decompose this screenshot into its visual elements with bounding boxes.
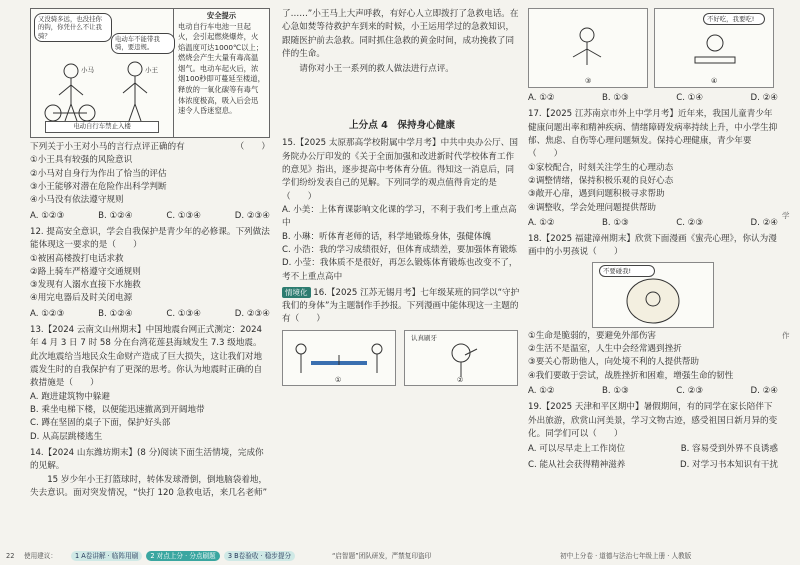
q18-option-c[interactable]: C. ②③	[676, 386, 704, 396]
q16-option-d[interactable]: D. ②④	[750, 93, 778, 103]
q17-item: ④调整收，学会处理问题提供帮助	[528, 202, 657, 213]
q16-picture-1	[282, 330, 396, 386]
q16-option-c[interactable]: C. ①④	[676, 93, 704, 103]
q17-option-a[interactable]: A. ①②	[528, 217, 555, 228]
q12-option-a[interactable]: A. ①②③	[30, 308, 65, 319]
q12-item: ①被困高楼拨打电话求救	[30, 253, 124, 264]
question-17	[528, 108, 778, 230]
q17-option-b[interactable]: B. ①③	[602, 217, 629, 228]
q18-item: ②生活不是温室，人生中会经常遇到挫折	[528, 344, 682, 355]
q19-option-c[interactable]: C. 能从社会获得精神滋养	[528, 459, 626, 470]
q13-option-d[interactable]: D. 从高层跳楼逃生	[30, 431, 103, 442]
q11-option-c[interactable]: C. ①③④	[166, 210, 201, 221]
speech-bubble-right: 电动车不能带我骑，要违规。	[111, 33, 175, 54]
q16-picture-3	[528, 8, 648, 88]
right-column	[528, 8, 778, 472]
q14-text: 15 岁少年小王打篮球时，转体发球滑倒，倒地脑袋着地，失去意识。面对突发情况，“快打 120 急救电话，来几名老师”	[30, 474, 268, 498]
q11-item: ④小马没有依法遵守规则	[30, 195, 124, 206]
question-11	[30, 141, 270, 223]
q13-paren: （ ）	[64, 378, 99, 389]
copyright-note: “启智题”团队研发，严禁复印盗印	[332, 552, 432, 560]
q11-option-d[interactable]: D. ②③④	[234, 210, 270, 221]
comic-illustration	[31, 9, 174, 137]
question-15	[282, 137, 522, 283]
q18-option-b[interactable]: B. ①③	[602, 386, 629, 396]
q14-continuation: 了……”小王马上大声呼救，有好心人立即拨打了急救电话。在心急如焚等待救护车到来的时候，小王运用学过的急救知识，跟随医护前去急救。同时抓住急救的黄金时间，成功挽救了同伴的生命。	[282, 9, 519, 59]
page-number: 22	[6, 552, 15, 560]
q18-options	[528, 385, 778, 398]
usage-tip: 使用建议：	[24, 552, 57, 560]
q16-caption-1: ①	[335, 375, 342, 384]
q18-stem: 18.【2025 福建漳州期末】欣赏下面漫画《蜜壳心理》，你认为漫画中的小男孩说	[528, 234, 777, 258]
question-19	[528, 401, 778, 472]
middle-column	[282, 8, 522, 386]
q18-option-d[interactable]: D. ②④	[750, 386, 778, 396]
q13-option-c[interactable]: C. 蹲在坚固的桌子下面，保护好头部	[30, 418, 171, 429]
q17-item: ③敞开心扉，遇到问题积极寻求帮助	[528, 189, 665, 200]
q16-picture-4	[654, 8, 774, 88]
q16-option-a[interactable]: A. ①②	[528, 93, 555, 103]
question-12	[30, 226, 270, 321]
q17-options	[528, 217, 778, 230]
q11-option-b[interactable]: B. ①②④	[98, 210, 133, 221]
q17-item: ①家校配合，时刻关注学生的心理动态	[528, 162, 674, 173]
q17-item: ②调整情绪，保持积极乐观的良好心态	[528, 175, 674, 186]
q14-stem: 14.【2024 山东潍坊期末】(8 分)阅读下面生活情境，完成你的见解。	[30, 447, 264, 472]
margin-mark-b: 作	[782, 331, 790, 340]
q16-caption-4: ④	[711, 77, 718, 86]
q15-paren: （ ）	[282, 191, 317, 202]
speech-bubble-left: 又没骑多远，也没挂你的钩，你凭什么不让我骑？	[34, 13, 112, 42]
q18-bubble: 不要碰我!	[599, 265, 655, 277]
q12-item: ④用完电器后及时关闭电源	[30, 293, 133, 304]
q16-paren: （ ）	[290, 314, 325, 325]
q16-pictures	[282, 330, 522, 386]
question-13	[30, 324, 270, 444]
q11-paren: （ ）	[235, 142, 270, 152]
q17-option-c[interactable]: C. ②③	[676, 217, 704, 228]
q19-options-row1	[528, 443, 778, 456]
step-1-pill: 1 A卷讲解 · 临阵用刷	[71, 551, 142, 561]
q12-option-b[interactable]: B. ①②④	[98, 308, 133, 319]
notice-text: 电动自行车电池一旦起火，会引起燃烧爆炸，火焰温度可达1000℃以上；燃烧会产生大量有毒高温烟气。电动车起火后，浓烟100秒即可蔓延至楼道，释放的一氧化碳等有毒气体浓度极高，吸入后会迅速令人昏迷窒息。	[178, 21, 265, 116]
q18-cartoon	[592, 262, 714, 328]
q16-tag: 情境化	[282, 287, 311, 299]
q16-caption-2: ②	[457, 375, 464, 384]
answer-space[interactable]	[282, 77, 522, 113]
q11-options	[30, 210, 270, 223]
q16-option-b[interactable]: B. ①③	[602, 93, 629, 103]
q15-option-a[interactable]: A. 小美：上体育课影响文化课的学习，不利于我们考上重点高中	[282, 204, 517, 229]
question-14	[30, 447, 270, 500]
q19-stem: 19.【2025 天津和平区期中】暑假期间，有的同学在家长陪伴下外出旅游，欣赏山河美景，学习文物古迹，感受祖国日新月异的变化。同学们可以	[528, 402, 778, 439]
q11-item: ③小王能够对潜在危险作出科学判断	[30, 181, 167, 192]
q17-stem: 17.【2025 江苏南京市外上中学月考】近年来，我国儿童青少年健康问题出率和精神疾病、情绪障碍发病率持续上升，中小学生抑郁、焦虑、自伤等心理问题频发。保持心理健康，青少年要	[528, 109, 778, 146]
question-18	[528, 233, 778, 398]
q12-item: ③发现有人溺水直接下水施救	[30, 280, 141, 291]
figure-label-a: 小马	[81, 66, 94, 74]
comic-panel	[30, 8, 270, 138]
q19-paren: （ ）	[588, 428, 623, 439]
q16-caption-3: ③	[585, 77, 592, 86]
q14-ask: 请你对小王一系列的救人做法进行点评。	[299, 64, 454, 75]
q17-option-d[interactable]: D. ②④	[750, 217, 778, 228]
section-heading: 上分点 4 保持身心健康	[349, 119, 455, 131]
question-16	[282, 287, 522, 386]
q13-option-b[interactable]: B. 乘坐电梯下楼，以便能迅速撤离到开阔地带	[30, 404, 205, 415]
q16-picture-4-bubble: 不好吃，我要吃!	[703, 13, 765, 25]
q16-pictures-cont	[528, 8, 778, 90]
q16-options	[528, 92, 778, 105]
q17-paren: （ ）	[528, 149, 563, 160]
q13-option-a[interactable]: A. 跑进建筑物中躲避	[30, 391, 110, 402]
q15-option-c[interactable]: C. 小浩：我的学习成绩很好，但体育成绩差，要加强体育锻炼	[282, 244, 517, 255]
q12-option-c[interactable]: C. ①③④	[166, 308, 201, 319]
q11-item: ②小马对自身行为作出了恰当的评估	[30, 168, 167, 179]
q13-stem: 13.【2024 云南文山州期末】中国地震台网正式测定：2024 年 4 月 3 日 7 时 58 分在台湾花莲县海域发生 7.3 级地震。此次地震给当地民众生命财产造成了巨大损失，这让我们对地震发生时的自我保护有了更深的思考。你认为地震时正确的自救措施是	[30, 325, 263, 389]
q11-item: ①小王具有较强的风险意识	[30, 155, 133, 166]
q12-paren: （ ）	[107, 240, 142, 251]
q18-item: ④我们要敢于尝试，战胜挫折和困难，增强生命的韧性	[528, 370, 734, 381]
q19-option-b[interactable]: B. 容易受到外界不良诱惑	[680, 444, 778, 455]
margin-mark-a: 学	[782, 211, 790, 220]
q19-option-d[interactable]: D. 对学习书本知识有干扰	[679, 459, 778, 470]
q19-options-row2	[528, 459, 778, 472]
no-ebike-sign: 电动自行车禁止入楼	[45, 121, 159, 133]
q18-option-a[interactable]: A. ①②	[528, 386, 555, 396]
q11-option-a[interactable]: A. ①②③	[30, 210, 65, 221]
q16-stem: 16.【2025 江苏无锡月考】七年级某班的同学以“守护我们的身体”为主题制作手抄报。下列漫画中能体现这一主题的有	[282, 287, 520, 325]
usage-steps	[70, 551, 296, 561]
q11-stem: 下列关于小王对小马的言行点评正确的有	[30, 142, 185, 152]
step-2-pill: 2 对点上分 · 分点刷题	[146, 551, 219, 561]
q16-picture-2	[404, 330, 518, 386]
q12-options	[30, 308, 270, 321]
book-title: 初中上分卷 · 道德与法治七年级上册 · 人教版	[560, 552, 692, 560]
q19-option-a[interactable]: A. 可以尽早走上工作岗位	[528, 444, 626, 455]
q12-option-d[interactable]: D. ②③④	[234, 308, 270, 319]
left-column	[30, 8, 270, 500]
q18-item: ①生命是脆弱的，要避免外部伤害	[528, 330, 657, 341]
page-footer	[0, 549, 800, 563]
notice-title: 安全提示	[206, 11, 237, 20]
q15-option-b[interactable]: B. 小琳：听体育老师的话，科学地锻炼身体，强健体魄	[282, 231, 492, 242]
safety-notice	[174, 9, 269, 141]
q12-item: ②路上骑车严格遵守交通规则	[30, 266, 141, 277]
q15-stem: 15.【2025 太原那高学校附属中学月考】中共中央办公厅、国务院办公厅印发的《关于全面加强和改进新时代学校体育工作的意见》指出，逐步提高中考体育分值。得知这一消息后，同学们纷纷发表自己的见解。下列同学的观点值得肯定的是	[282, 138, 518, 189]
q15-option-d[interactable]: D. 小莹：我体质不是很好，再怎么锻炼体育锻炼也改变不了，考不上重点高中	[282, 258, 518, 282]
q18-paren: （ ）	[588, 247, 623, 258]
q16-picture-2-label: 认真刷牙	[411, 333, 437, 342]
q12-stem: 12. 提高安全意识，学会自我保护是青少年的必修课。下列做法能体现这一要求的是	[30, 226, 270, 251]
figure-label-b: 小王	[145, 66, 158, 74]
step-3-pill: 3 B卷验收 · 稳步提分	[224, 551, 295, 561]
q18-item: ③要关心帮助他人，向处境不利的人提供帮助	[528, 357, 699, 368]
